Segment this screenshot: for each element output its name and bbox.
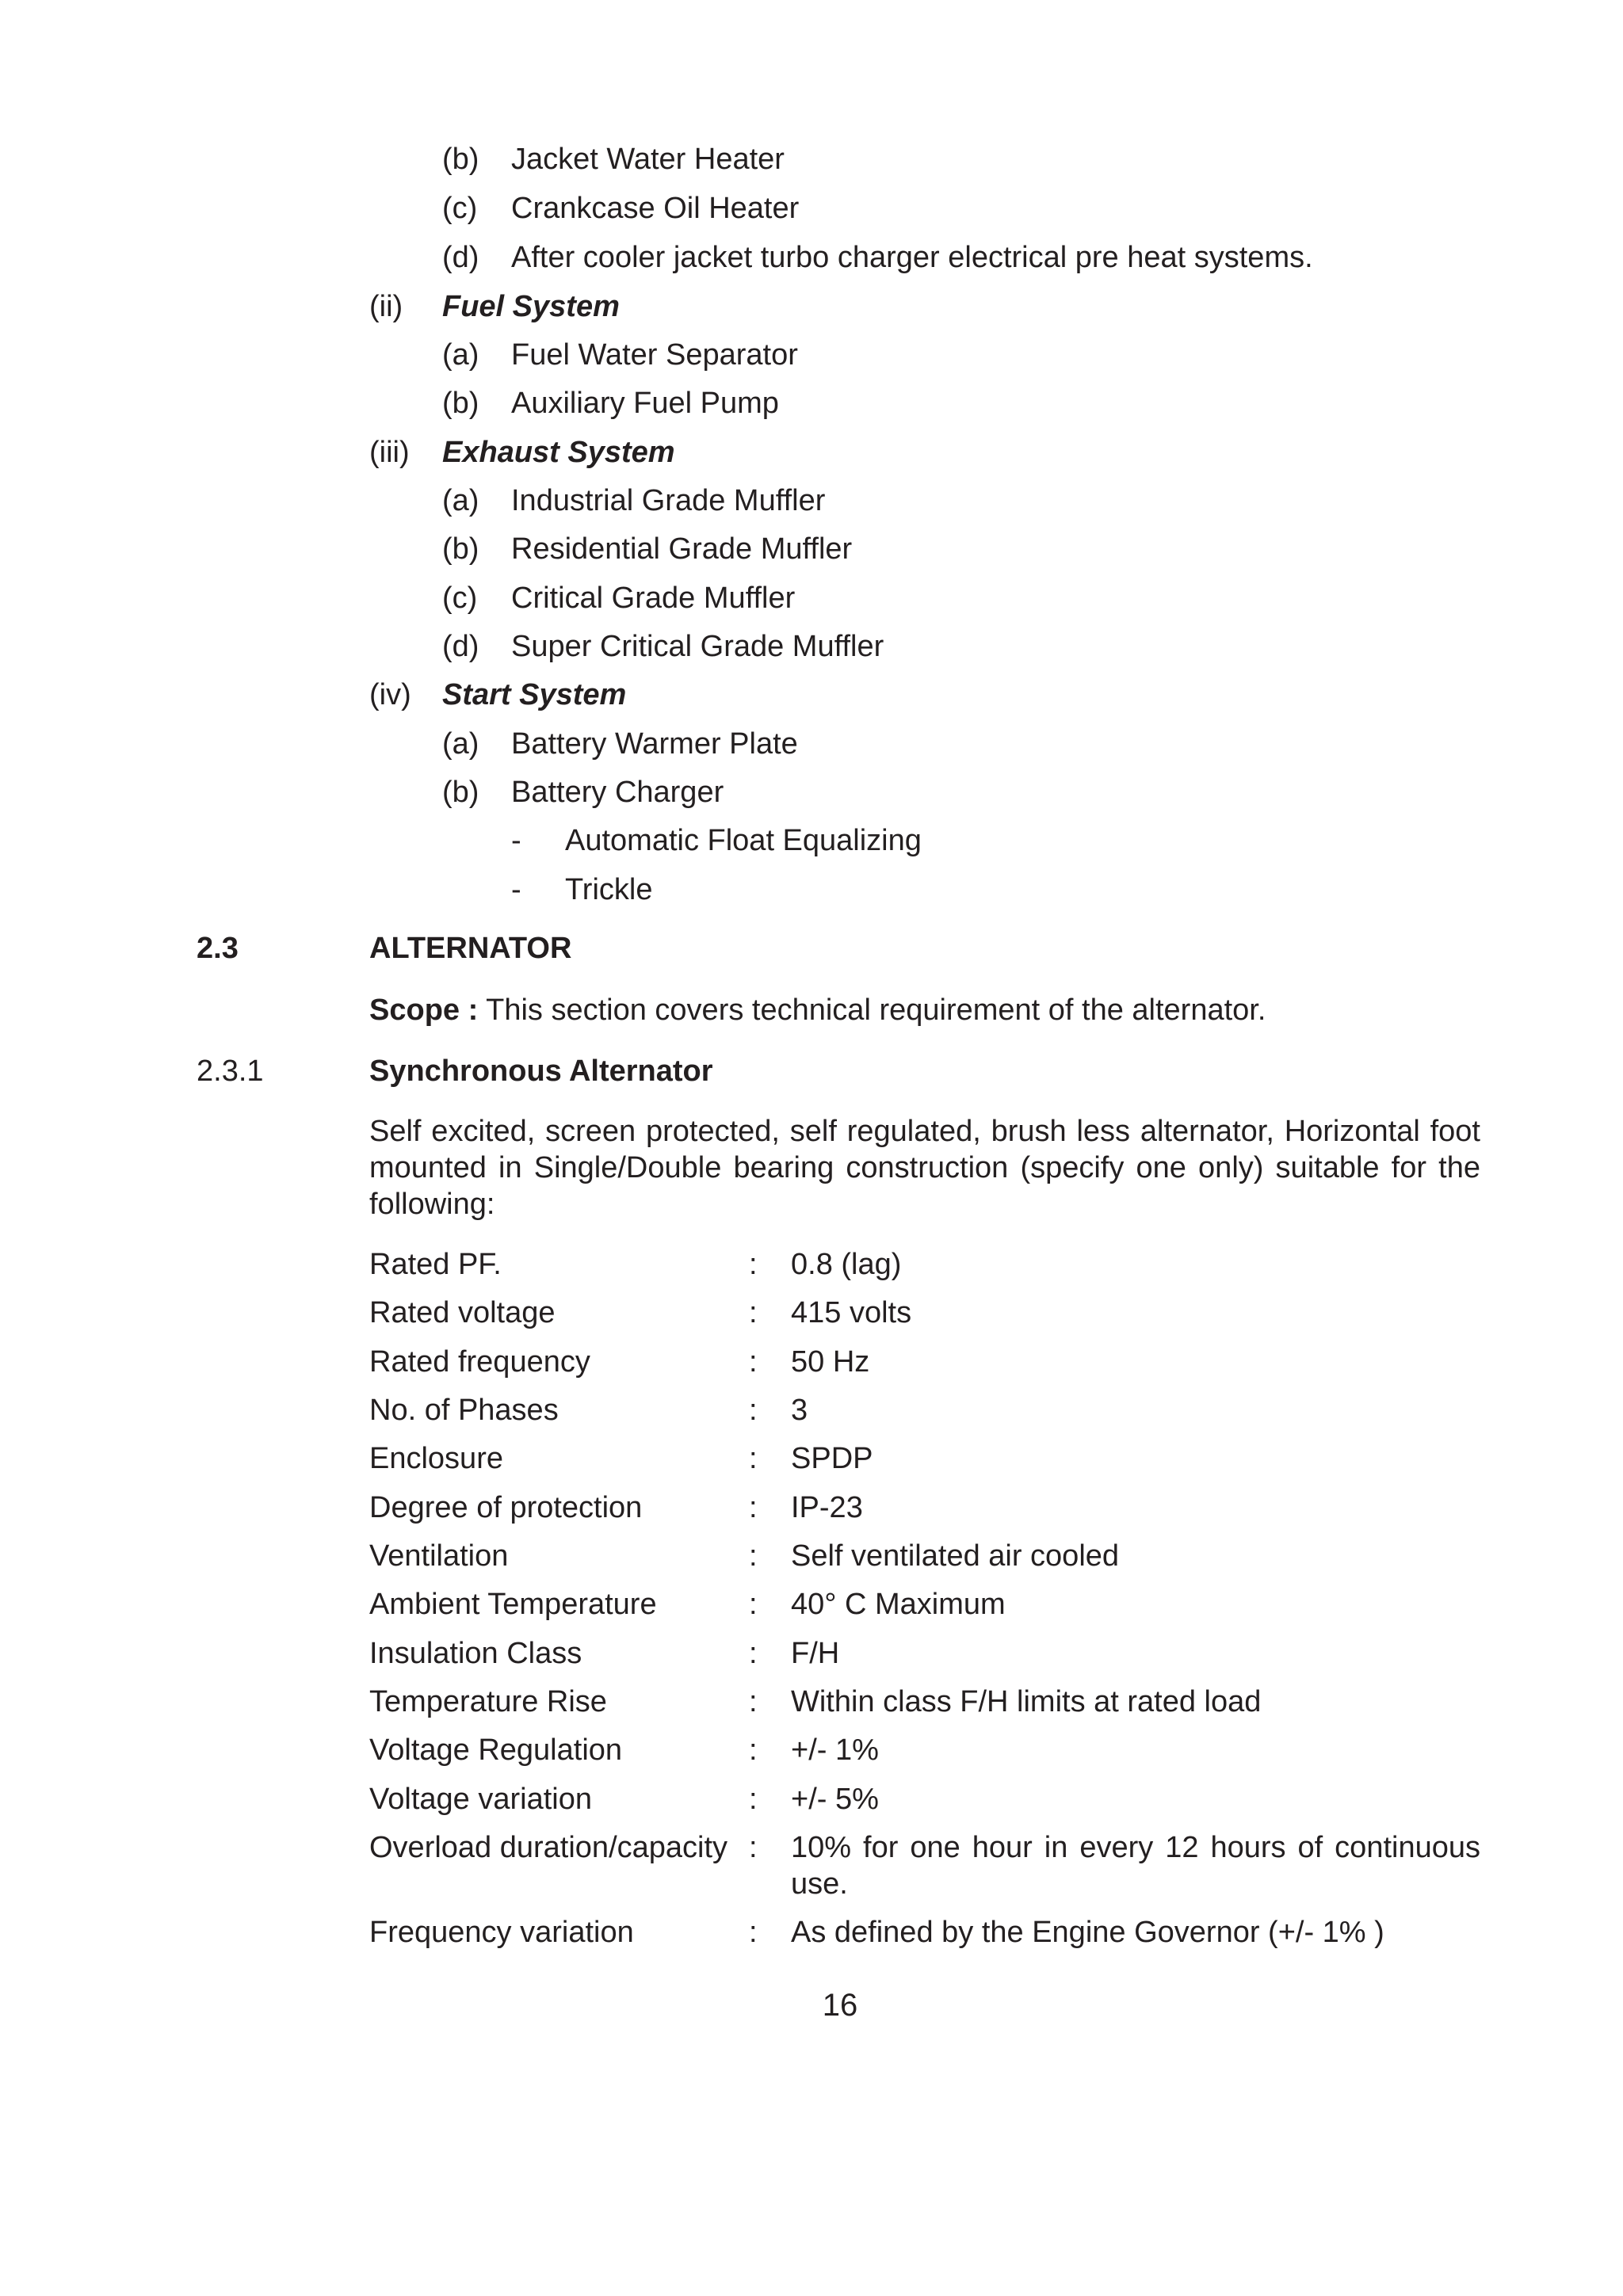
section-title-alternator: ALTERNATOR <box>369 932 572 965</box>
list-marker: (a) <box>442 727 479 761</box>
spec-value: 10% for one hour in every 12 hours of continuous use. <box>791 1831 1480 1901</box>
subsection-marker: (ii) <box>369 290 403 323</box>
spec-label: Degree of protection <box>369 1491 643 1524</box>
list-marker: (b) <box>442 387 479 420</box>
spec-separator: : <box>749 1248 758 1281</box>
spec-separator: : <box>749 1345 758 1379</box>
spec-value: SPDP <box>791 1442 873 1475</box>
spec-value: IP-23 <box>791 1491 863 1524</box>
list-item-text: Battery Charger <box>511 776 724 809</box>
spec-separator: : <box>749 1831 758 1864</box>
scope-label: Scope : <box>369 994 479 1027</box>
subsection-marker: (iii) <box>369 436 410 469</box>
list-item-text: After cooler jacket turbo charger electrical pre heat systems. <box>511 241 1313 274</box>
spec-separator: : <box>749 1539 758 1573</box>
list-marker: (a) <box>442 338 479 372</box>
spec-label: No. of Phases <box>369 1394 559 1427</box>
list-marker: (b) <box>442 532 479 566</box>
spec-value: 50 Hz <box>791 1345 870 1379</box>
spec-label: Ventilation <box>369 1539 509 1573</box>
spec-label: Enclosure <box>369 1442 503 1475</box>
list-marker: (d) <box>442 630 479 663</box>
list-item-text: Crankcase Oil Heater <box>511 192 800 225</box>
spec-label: Ambient Temperature <box>369 1588 657 1621</box>
list-item-text: Jacket Water Heater <box>511 143 785 176</box>
sub-list-item-text: Trickle <box>565 873 653 906</box>
subsection-title-start-system: Start System <box>442 678 627 711</box>
spec-separator: : <box>749 1733 758 1767</box>
list-marker: (d) <box>442 241 479 274</box>
spec-separator: : <box>749 1685 758 1718</box>
sub-list-item-text: Automatic Float Equalizing <box>565 824 922 857</box>
spec-value: 0.8 (lag) <box>791 1248 902 1281</box>
section-number: 2.3.1 <box>197 1055 264 1088</box>
section-title-synchronous-alternator: Synchronous Alternator <box>369 1055 713 1088</box>
spec-separator: : <box>749 1394 758 1427</box>
list-item-text: Critical Grade Muffler <box>511 582 796 615</box>
subsection-title-exhaust-system: Exhaust System <box>442 436 675 469</box>
spec-label: Insulation Class <box>369 1637 582 1670</box>
scope-line <box>369 992 1266 1028</box>
spec-label: Overload duration/capacity <box>369 1831 728 1864</box>
list-item-text: Fuel Water Separator <box>511 338 798 372</box>
spec-value: 3 <box>791 1394 808 1427</box>
list-marker: (b) <box>442 143 479 176</box>
spec-label: Frequency variation <box>369 1916 634 1949</box>
spec-label: Voltage variation <box>369 1783 592 1816</box>
spec-separator: : <box>749 1916 758 1949</box>
scope-text: This section covers technical requirement of the alternator. <box>478 994 1266 1027</box>
list-marker: (c) <box>442 582 478 615</box>
spec-separator: : <box>749 1783 758 1816</box>
spec-value: +/- 5% <box>791 1783 879 1816</box>
list-marker: (b) <box>442 776 479 809</box>
list-item-text: Battery Warmer Plate <box>511 727 798 761</box>
list-item-text: Residential Grade Muffler <box>511 532 853 566</box>
list-marker: (c) <box>442 192 478 225</box>
list-item-text: Super Critical Grade Muffler <box>511 630 884 663</box>
spec-separator: : <box>749 1491 758 1524</box>
spec-value: As defined by the Engine Governor (+/- 1% ) <box>791 1916 1384 1949</box>
subsection-title-fuel-system: Fuel System <box>442 290 620 323</box>
spec-value: Within class F/H limits at rated load <box>791 1685 1262 1718</box>
spec-label: Rated voltage <box>369 1296 556 1329</box>
dash-marker: - <box>511 873 521 906</box>
section-number: 2.3 <box>197 932 239 965</box>
page-number: 16 <box>822 1988 858 2023</box>
spec-value: +/- 1% <box>791 1733 879 1767</box>
spec-separator: : <box>749 1637 758 1670</box>
list-item-text: Auxiliary Fuel Pump <box>511 387 779 420</box>
spec-label: Temperature Rise <box>369 1685 607 1718</box>
list-item-text: Industrial Grade Muffler <box>511 484 826 517</box>
spec-separator: : <box>749 1588 758 1621</box>
spec-separator: : <box>749 1442 758 1475</box>
section-paragraph: Self excited, screen protected, self regulated, brush less alternator, Horizontal foot mounted in Single/Double bearing construction (specify one only) suitable for the following: <box>369 1115 1480 1221</box>
spec-label: Voltage Regulation <box>369 1733 623 1767</box>
spec-value: F/H <box>791 1637 840 1670</box>
spec-label: Rated frequency <box>369 1345 590 1379</box>
spec-value: Self ventilated air cooled <box>791 1539 1120 1573</box>
spec-separator: : <box>749 1296 758 1329</box>
list-marker: (a) <box>442 484 479 517</box>
spec-label: Rated PF. <box>369 1248 502 1281</box>
spec-value: 415 volts <box>791 1296 912 1329</box>
spec-value: 40° C Maximum <box>791 1588 1006 1621</box>
subsection-marker: (iv) <box>369 678 411 711</box>
dash-marker: - <box>511 824 521 857</box>
